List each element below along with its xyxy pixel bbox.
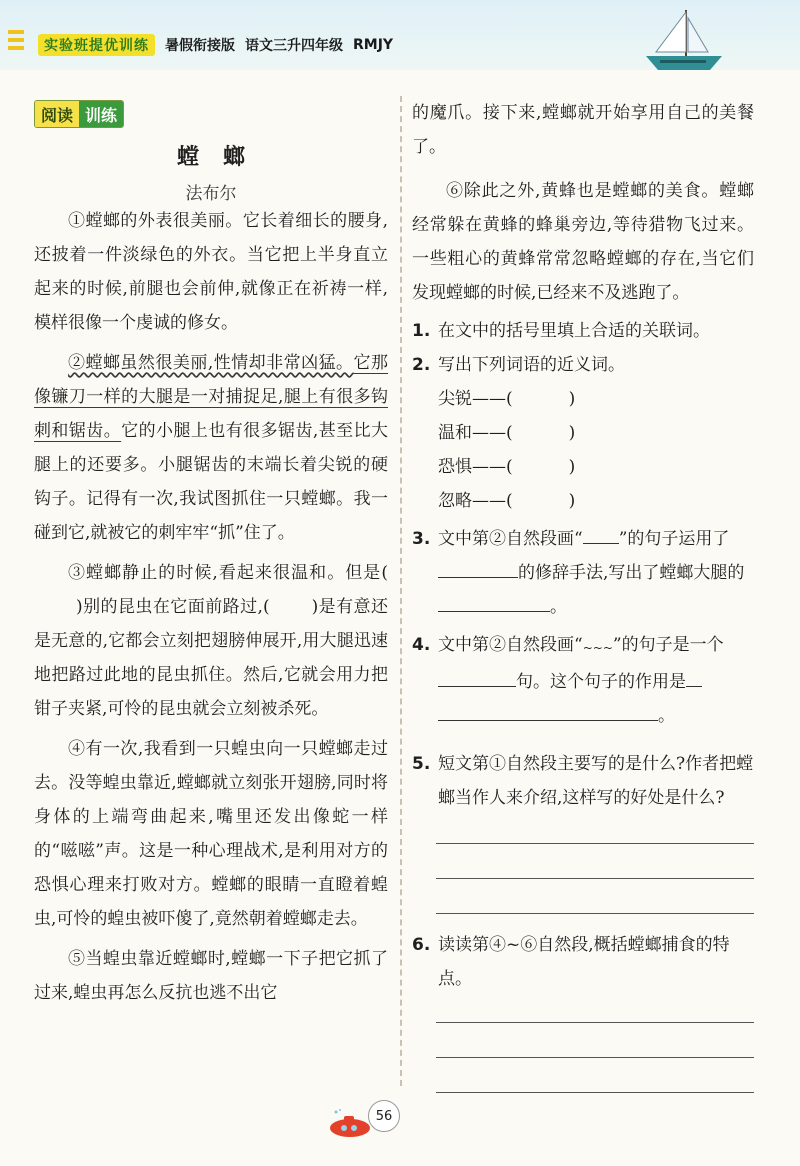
synonym-dash: ——( — [472, 457, 513, 477]
function-answer-blank[interactable] — [686, 669, 702, 687]
synonym-word: 恐惧 — [438, 457, 472, 477]
page-header — [0, 0, 800, 70]
sentence-type-answer-blank[interactable] — [438, 669, 516, 687]
article-author: 法布尔 — [185, 184, 237, 204]
paragraph-3-part-a: ③螳螂静止的时候,看起来很温和。但是( — [68, 563, 388, 583]
question-4-part-a: 文中第②自然段画“ — [438, 635, 583, 655]
question-5-text: 短文第①自然段主要写的是什么?作者把螳螂当作人来介绍,这样写的好处是什么? — [438, 754, 754, 808]
page-number: 56 — [368, 1100, 400, 1132]
synonym-item — [412, 484, 754, 518]
question-2-number: 2. — [412, 355, 431, 375]
paragraph-5: ⑤当蝗虫靠近螳螂时,螳螂一下子把它抓了过来,蝗虫再怎么反抗也逃不出它 — [34, 949, 388, 1003]
right-column — [412, 96, 754, 1093]
question-3-part-a: 文中第②自然段画“ — [438, 529, 583, 549]
synonym-item — [412, 416, 754, 450]
sailboat-icon — [636, 4, 728, 76]
paragraph-4: ④有一次,我看到一只蝗虫向一只螳螂走过去。没等蝗虫靠近,螳螂就立刻张开翅膀,同时将身体的上端弯曲起来,嘴里还发出像蛇一样的“嗞嗞”声。这是一种心理战术,是利用对方的恐惧心理来打败对方。螳螂的眼睛一直瞪着蝗虫,可怜的蝗虫被吓傻了,竟然朝着螳螂走去。 — [34, 739, 388, 929]
synonym-item — [412, 450, 754, 484]
rhetoric-answer-blank[interactable] — [438, 560, 518, 578]
left-column — [34, 96, 388, 1010]
paragraph-3-part-c: )是有意还是无意的,它都会立刻把翅膀伸展开,用大腿迅速地把路过此地的昆虫抓住。然后,它就会用力把钳子夹紧,可怜的昆虫就会立刻被杀死。 — [34, 597, 388, 719]
question-4-number: 4. — [412, 635, 431, 655]
question-4-part-b: ”的句子是一个 — [612, 635, 724, 655]
paragraph-3-part-b: )别的昆虫在它面前路过,( — [76, 597, 270, 617]
answer-line[interactable] — [436, 1057, 754, 1058]
question-3-part-b: ”的句子运用了 — [618, 529, 730, 549]
paragraph-3 — [34, 556, 388, 726]
question-6-text: 读读第④~⑥自然段,概括螳螂捕食的特点。 — [438, 935, 730, 989]
paragraph-2 — [34, 346, 388, 550]
question-3-number: 3. — [412, 529, 431, 549]
question-2 — [412, 348, 754, 382]
answer-line[interactable] — [436, 843, 754, 844]
synonym-item — [412, 382, 754, 416]
function-answer-blank-continued[interactable] — [438, 703, 658, 721]
answer-line[interactable] — [436, 1022, 754, 1023]
leg-feature-answer-blank[interactable] — [438, 594, 550, 612]
question-3 — [412, 522, 754, 624]
subject-grade: 语文三升四年级 — [245, 38, 343, 54]
question-5-number: 5. — [412, 754, 431, 774]
column-divider — [400, 96, 402, 1086]
question-1-number: 1. — [412, 321, 431, 341]
answer-line[interactable] — [436, 1092, 754, 1093]
article-title: 螳螂 — [176, 144, 269, 170]
decoration-icon — [6, 26, 28, 54]
question-6-number: 6. — [412, 935, 431, 955]
question-4-part-d: 。 — [658, 706, 675, 726]
answer-line[interactable] — [436, 913, 754, 914]
synonym-close: ) — [568, 491, 576, 511]
synonym-close: ) — [568, 423, 576, 443]
section-label-training: 训练 — [79, 101, 123, 127]
question-2-text: 写出下列词语的近义词。 — [438, 355, 625, 375]
section-label-reading: 阅读 — [35, 101, 79, 127]
synonym-dash: ——( — [472, 389, 513, 409]
question-3-part-c: 的修辞手法,写出了螳螂大腿的 — [518, 563, 745, 583]
paragraph-1: ①螳螂的外表很美丽。它长着细长的腰身,还披着一件淡绿色的外衣。当它把上半身直立起来的时候,前腿也会前伸,就像正在祈祷一样,模样很像一个虔诚的修女。 — [34, 211, 388, 333]
question-1-text: 在文中的括号里填上合适的关联词。 — [438, 321, 710, 341]
synonym-dash: ——( — [472, 423, 513, 443]
question-6 — [412, 928, 754, 996]
wavy-mark-symbol: ~~~ — [582, 641, 613, 655]
question-4-part-c: 句。这个句子的作用是 — [516, 672, 686, 692]
synonym-word: 尖锐 — [438, 389, 472, 409]
question-1 — [412, 314, 754, 348]
book-title: 暑假衔接版 — [165, 38, 235, 54]
synonym-word: 温和 — [438, 423, 472, 443]
question-4 — [412, 628, 754, 733]
synonym-word: 忽略 — [438, 491, 472, 511]
series-name: 实验班提优训练 — [38, 34, 155, 56]
paragraph-5-continued: 的魔爪。接下来,螳螂就开始享用自己的美餐了。 — [412, 103, 754, 157]
wavy-underlined-sentence: ②螳螂虽然很美丽,性情却非常凶猛。 — [68, 353, 354, 373]
question-3-part-d: 。 — [550, 597, 567, 617]
paragraph-6: ⑥除此之外,黄蜂也是螳螂的美食。螳螂经常躲在黄蜂的蜂巢旁边,等待猎物飞过来。一些粗心的黄蜂常常忽略螳螂的存在,当它们发现螳螂的时候,已经来不及逃跑了。 — [412, 181, 754, 303]
synonym-close: ) — [568, 457, 576, 477]
synonym-dash: ——( — [472, 491, 513, 511]
solid-underlined-sentence: 它那像镰刀一样的大腿是一对捕捉足,腿上有很多钩刺和锯齿。 — [34, 353, 389, 441]
answer-line[interactable] — [436, 878, 754, 879]
synonym-close: ) — [568, 389, 576, 409]
underline-mark-blank — [583, 526, 619, 544]
header-band — [38, 34, 658, 56]
edition: RMJY — [353, 37, 394, 53]
section-label — [34, 100, 124, 128]
paragraph-2-rest: 它的小腿上也有很多锯齿,甚至比大腿上的还要多。小腿锯齿的末端长着尖锐的硬钩子。记得有一次,我试图抓住一只螳螂。我一碰到它,就被它的刺牢牢“抓”住了。 — [34, 421, 389, 543]
question-5 — [412, 747, 754, 815]
